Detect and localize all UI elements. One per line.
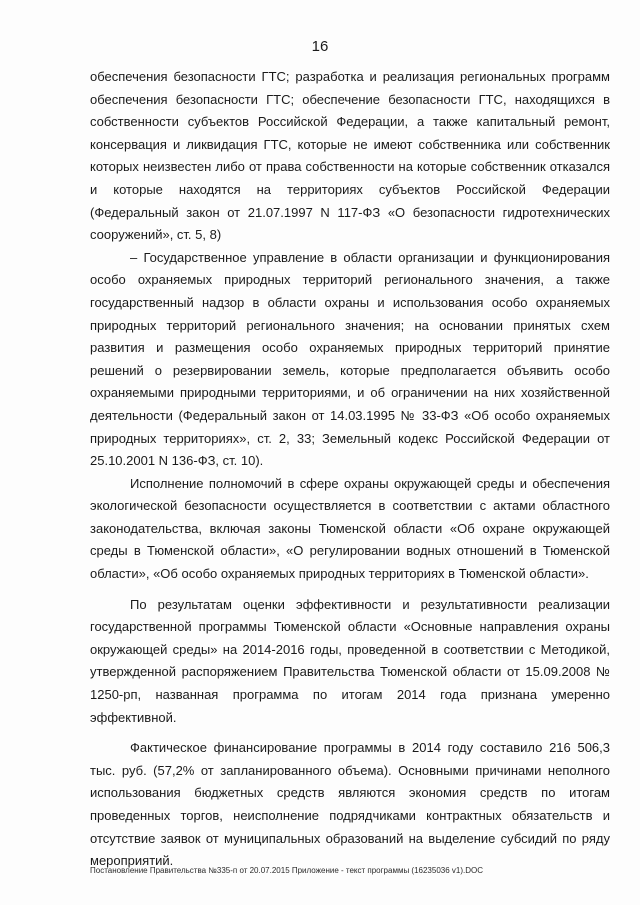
paragraph-financing: Фактическое финансирование программы в 2014 году составило 216 506,3 тыс. руб. (57,2% от запланированного объема). Основными причинами неполного использования бюджетных средств являются экономия средств по итогам проведенных торгов, неисполнение подрядчиками контрактных обязательств и отсутствие заявок от муниципальных образований на выделение субсидий по ряду мероприятий.: [90, 740, 610, 869]
paragraph-program-evaluation: По результатам оценки эффективности и результативности реализации государственной программы Тюменской области «Основные направления охраны окружающей среды» на 2014-2016 годы, проведенной в соответствии с Методикой, утвержденной распоряжением Правительства Тюменской области от 15.09.2008 № 1250-рп, названная программа по итогам 2014 года признана умеренно эффективной.: [90, 596, 610, 725]
page-number: 16: [311, 38, 329, 55]
paragraph-regional-laws: Исполнение полномочий в сфере охраны окружающей среды и обеспечения экологической безопасности осуществляется в соответствии с актами областного законодательства, включая законы Тюменской области «Об охране окружающей среды в Тюменской области», «О регулировании водных отношений в Тюменской области», «Об особо охраняемых природных территориях в Тюменской области».: [90, 475, 610, 582]
paragraph-protected-territories: – Государственное управление в области организации и функционирования особо охраняемых природных территорий регионального значения, а также государственный надзор в области охраны и использования особо охраняемых природных территорий регионального значения; на основании принятых схем развития и размещения особо охраняемых природных территорий принятие решений о резервировании земель, которые предполагается объявить особо охраняемыми природными территориями, и об ограничении на них хозяйственной деятельности (Федеральный закон от 14.03.1995 № 33-ФЗ «Об особо охраняемых природных территориях», ст. 2, 33; Земельный кодекс Российской Федерации от 25.10.2001 N 136-ФЗ, ст. 10).: [90, 249, 610, 469]
document-footer: Постановление Правительства №335-п от 20.07.2015 Приложение - текст программы (16235036 v1).DOC: [90, 866, 484, 875]
paragraph-gts-continuation: обеспечения безопасности ГТС; разработка и реализация региональных программ обеспечения безопасности ГТС; обеспечение безопасности ГТС, находящихся в собственности субъектов Российской Федерации, а также капитальный ремонт, консервация и ликвидация ГТС, которые не имеют собственника или собственник которых неизвестен либо от права собственности на которые собственник отказался и которые находятся на территориях субъектов Российской Федерации (Федеральный закон от 21.07.1997 N 117-ФЗ «О безопасности гидротехнических сооружений», ст. 5, 8): [90, 69, 610, 243]
document-body: [90, 66, 610, 873]
